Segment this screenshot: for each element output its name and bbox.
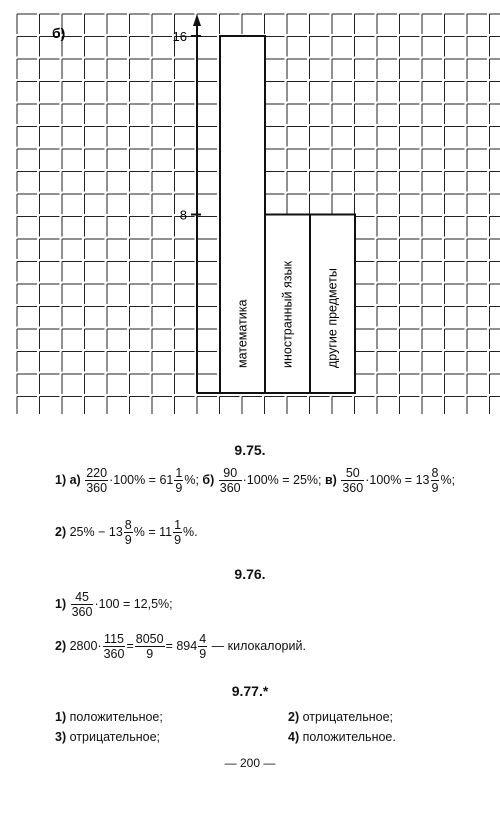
section-title-9-75: 9.75. [234,442,266,458]
answer-4: 4) положительное. [288,730,396,744]
y-tick-label: 16 [172,29,187,44]
solution-9-76-2: 2) 2800· $\frac{115}{360}$ = $\frac{8050}{9}$ = 894 $\frac{4}{9}$ — килокалорий. [55,632,306,661]
bar-label: другие предметы [325,268,340,368]
section-title-9-77: 9.77.* [231,683,269,699]
solution-9-75-2: 2) 25% − 13 $\frac{8}{9}$ % = 11 $\frac{1}{9}$ %. [55,518,198,547]
y-axis-arrow [193,14,201,26]
bar-label: иностранный язык [280,261,295,368]
fraction: $\frac{220}{360}$ [86,466,108,495]
bars [197,36,355,393]
y-tick-label: 8 [179,207,187,223]
answer-2: 2) отрицательное; [288,710,393,724]
solution-9-75-1: 1) а) $\frac{220}{360}$ ·100% = 61 $\frac{1}{9}$ %; б) $\frac{90}{360}$ ·100% = 25%; в) $\frac{50}{360}$ ·100% = 13 $\frac{8}{9}$ %; [55,466,456,495]
answer-1: 1) положительное; [55,710,163,724]
page-number: — 200 — [224,756,276,770]
solution-9-76-1: 1) $\frac{45}{360}$ ·100 = 12,5%; [55,590,173,619]
section-title-9-76: 9.76. [234,566,266,582]
y-axis [173,14,201,393]
panel-label: б) [52,25,66,41]
bar-label: математика [235,299,250,368]
answer-3: 3) отрицательное; [55,730,160,744]
